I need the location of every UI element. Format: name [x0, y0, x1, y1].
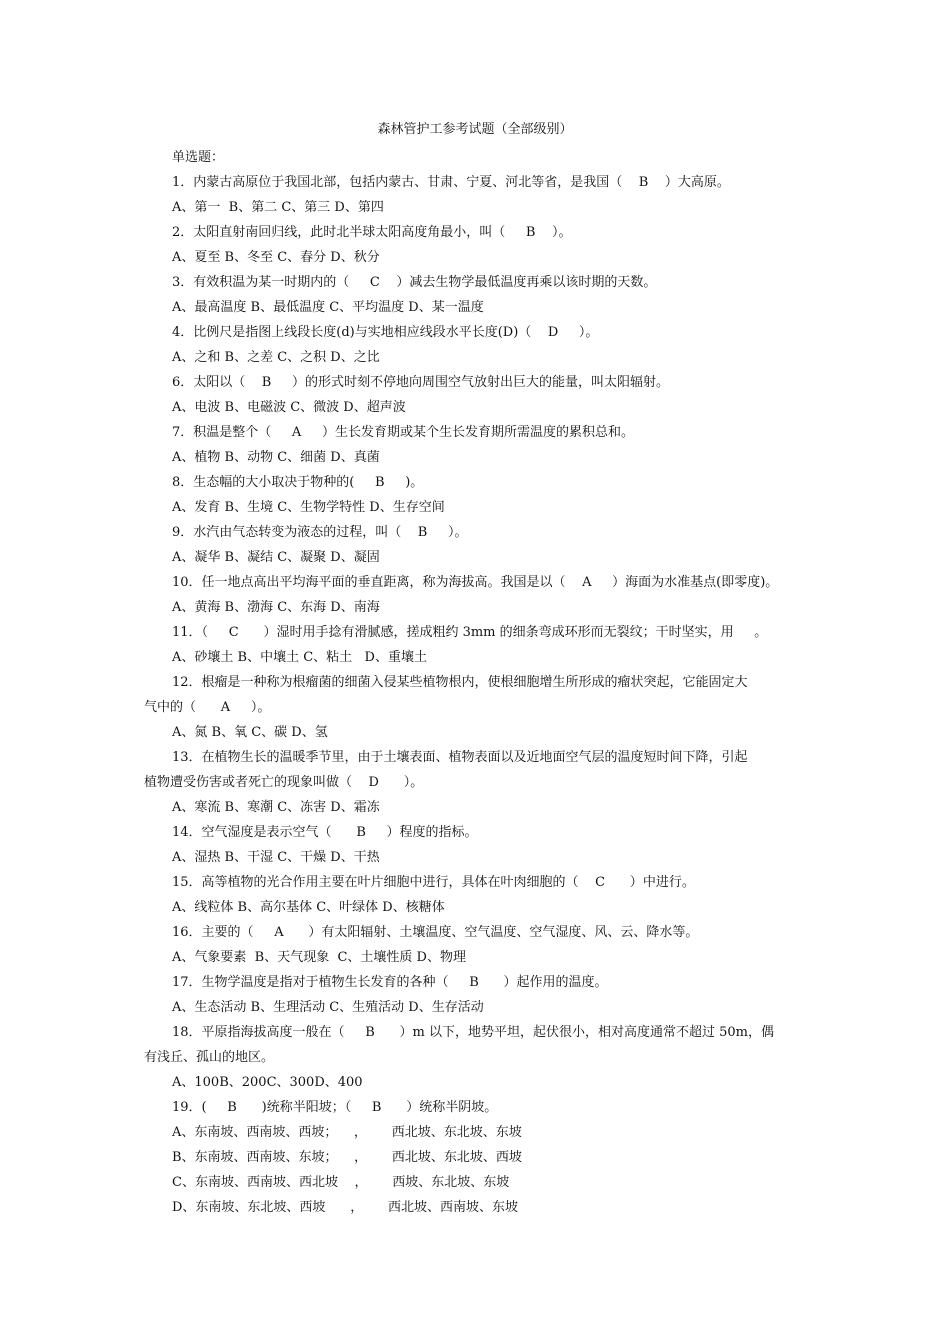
- document-title: 森林管护工参考试题（全部级别）: [377, 122, 573, 137]
- text-line: A、砂壤土 B、中壤土 C、粘土 D、重壤土: [172, 650, 427, 665]
- text-line: B、东南坡、西南坡、东坡； ， 西北坡、东北坡、西坡: [172, 1150, 522, 1165]
- text-line: 12．根瘤是一种称为根瘤菌的细菌入侵某些植物根内，使根细胞增生所形成的瘤状突起，它能固定大: [172, 675, 748, 690]
- text-line: 4．比例尺是指图上线段长度(d)与实地相应线段水平长度(D)（ D ）。: [172, 325, 599, 340]
- question-list: [144, 170, 806, 1220]
- text-line: 19．( B )统称半阳坡；（ B ）统称半阴坡。: [172, 1100, 498, 1115]
- text-line: 植物遭受伤害或者死亡的现象叫做（ D ）。: [144, 775, 424, 790]
- text-line: A、湿热 B、干湿 C、干燥 D、干热: [172, 850, 380, 865]
- text-line: 7．积温是整个（ A ）生长发育期或某个生长发育期所需温度的累积总和。: [172, 425, 634, 440]
- text-line: A、气象要素 B、天气现象 C、土壤性质 D、物理: [172, 950, 466, 965]
- text-line: 14．空气湿度是表示空气（ B ）程度的指标。: [172, 825, 478, 840]
- text-line: A、生态活动 B、生理活动 C、生殖活动 D、生存活动: [172, 1000, 484, 1015]
- text-line: 有浅丘、孤山的地区。: [144, 1050, 275, 1065]
- text-line: 17．生物学温度是指对于植物生长发育的各种（ B ）起作用的温度。: [172, 975, 608, 990]
- text-line: A、夏至 B、冬至 C、春分 D、秋分: [172, 250, 380, 265]
- text-line: A、寒流 B、寒潮 C、冻害 D、霜冻: [172, 800, 380, 815]
- text-line: A、100B、200C、300D、400: [172, 1075, 363, 1090]
- text-line: 9．水汽由气态转变为液态的过程，叫（ B ）。: [172, 525, 468, 540]
- text-line: A、发育 B、生境 C、生物学特性 D、生存空间: [172, 500, 445, 515]
- text-line: 2．太阳直射南回归线，此时北半球太阳高度角最小，叫（ B ）。: [172, 225, 572, 240]
- text-line: A、之和 B、之差 C、之积 D、之比: [172, 350, 380, 365]
- text-line: A、东南坡、西南坡、西坡； ， 西北坡、东北坡、东坡: [172, 1125, 522, 1140]
- text-line: C、东南坡、西南坡、西北坡 ， 西坡、东北坡、东坡: [172, 1175, 510, 1190]
- text-line: 18．平原指海拔高度一般在（ B ）m 以下，地势平坦，起伏很小，相对高度通常不超过 50m，偶: [172, 1025, 775, 1040]
- text-line: 1．内蒙古高原位于我国北部，包括内蒙古、甘肃、宁夏、河北等省，是我国（ B ）大高原。: [172, 175, 730, 190]
- text-line: 16．主要的（ A ）有太阳辐射、土壤温度、空气温度、空气湿度、风、云、降水等。: [172, 925, 699, 940]
- text-line: A、第一 B、第二 C、第三 D、第四: [172, 200, 384, 215]
- text-line: 气中的（ A ）。: [144, 700, 271, 715]
- text-line: A、最高温度 B、最低温度 C、平均温度 D、某一温度: [172, 300, 484, 315]
- text-line: 3．有效积温为某一时期内的（ C ）减去生物学最低温度再乘以该时期的天数。: [172, 275, 657, 290]
- text-line: 13．在植物生长的温暖季节里，由于土壤表面、植物表面以及近地面空气层的温度短时间下降，引起: [172, 750, 748, 765]
- text-line: 15．高等植物的光合作用主要在叶片细胞中进行，具体在叶肉细胞的（ C ）中进行。: [172, 875, 695, 890]
- text-line: A、线粒体 B、高尔基体 C、叶绿体 D、核糖体: [172, 900, 445, 915]
- text-line: 6．太阳以（ B ）的形式时刻不停地向周围空气放射出巨大的能量，叫太阳辐射。: [172, 375, 670, 390]
- text-line: A、氮 B、氧 C、碳 D、氢: [172, 725, 328, 740]
- text-line: D、东南坡、东北坡、西坡 ， 西北坡、西南坡、东坡: [172, 1200, 519, 1215]
- text-line: A、凝华 B、凝结 C、凝聚 D、凝固: [172, 550, 380, 565]
- text-line: A、植物 B、动物 C、细菌 D、真菌: [172, 450, 380, 465]
- text-line: 8．生态幅的大小取决于物种的( B )。: [172, 475, 424, 490]
- document-body: [144, 145, 806, 1220]
- text-line: A、电波 B、电磁波 C、微波 D、超声波: [172, 400, 406, 415]
- section-heading: 单选题：: [172, 150, 225, 165]
- text-line: 10．任一地点高出平均海平面的垂直距离，称为海拔高。我国是以（ A ）海面为水准基点(即零度)。: [172, 575, 779, 590]
- text-line: 11．（ C ）湿时用手捻有滑腻感，搓成粗约 3mm 的细条弯成环形而无裂纹；干时坚实，用 。: [172, 625, 768, 640]
- text-line: A、黄海 B、渤海 C、东海 D、南海: [172, 600, 380, 615]
